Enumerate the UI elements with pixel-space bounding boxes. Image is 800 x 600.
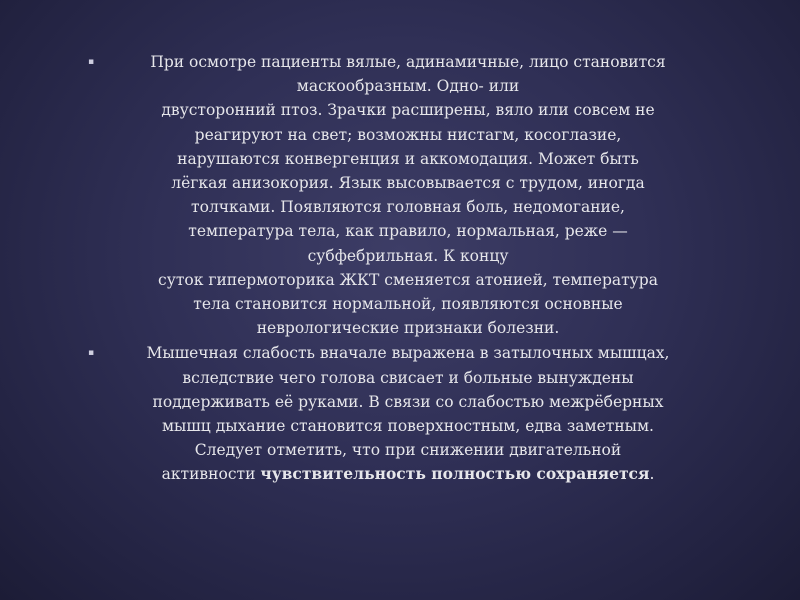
text-line-last [88, 462, 728, 486]
bullet-item-2 [88, 341, 728, 486]
bullet-marker-icon: ▪ [88, 57, 95, 67]
text-line: толчками. Появляются головная боль, недомогание, [191, 198, 625, 217]
text-line: нарушаются конвергенция и аккомодация. Может быть [177, 149, 639, 168]
text-line: маскообразным. Одно- или [296, 77, 520, 96]
bold-text-fragment: чувствительность полностью сохраняется [260, 464, 650, 484]
text-line: вследствие чего голова свисает и больные вынуждены [182, 368, 634, 387]
text-line: Мышечная слабость вначале выражена в затылочных мышцах, [146, 344, 670, 363]
text-fragment: активности [161, 465, 261, 484]
text-line: поддерживать её руками. В связи со слабостью межрёберных [152, 392, 664, 411]
text-line: двусторонний птоз. Зрачки расширены, вяло или совсем не [161, 101, 655, 120]
text-line: При осмотре пациенты вялые, адинамичные, лицо становится [150, 53, 666, 71]
text-line: Следует отметить, что при снижении двигательной [194, 441, 622, 460]
slide-content [88, 50, 728, 487]
text-line: лёгкая анизокория. Язык высовывается с трудом, иногда [171, 174, 645, 193]
text-line: тела становится нормальной, появляются основные [193, 295, 623, 314]
bullet-marker-icon: ▪ [88, 348, 95, 359]
bullet-item-1 [88, 50, 728, 340]
text-fragment: . [649, 465, 655, 484]
text-line: реагируют на свет; возможны нистагм, косоглазие, [194, 125, 622, 144]
text-line: температура тела, как правило, нормальная, реже — [188, 222, 628, 241]
text-line: суток гипермоторика ЖКТ сменяется атонией, температура [158, 270, 658, 289]
text-line: неврологические признаки болезни. [256, 319, 560, 338]
text-line: субфебрильная. К концу [307, 246, 509, 265]
text-line: мышц дыхание становится поверхностным, едва заметным. [162, 417, 654, 436]
